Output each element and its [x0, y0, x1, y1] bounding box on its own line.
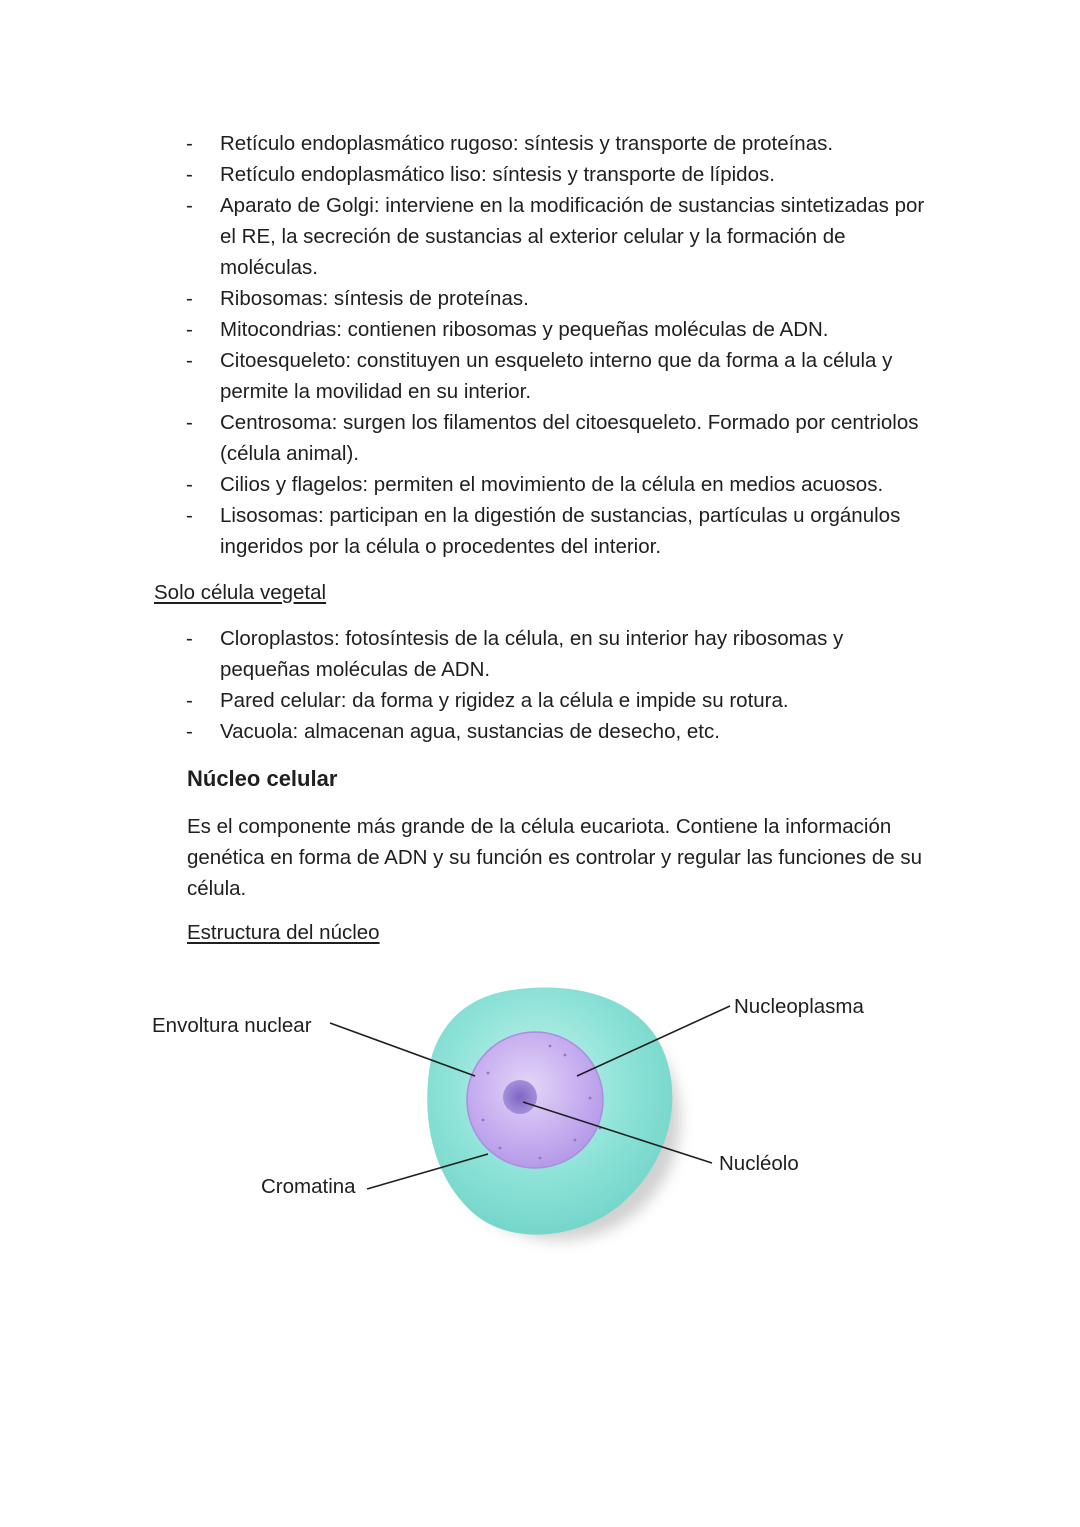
- plant-cell-heading: Solo célula vegetal: [154, 581, 327, 604]
- list-item: - Aparato de Golgi: interviene en la modificación de sustancias sintetizadas por el RE, la secreción de sustancias al exterior celular y la formación de moléculas.: [0, 190, 930, 283]
- organelle-list: [0, 128, 930, 562]
- list-item: - Retículo endoplasmático liso: síntesis y transporte de lípidos.: [0, 159, 930, 190]
- list-item: - Mitocondrias: contienen ribosomas y pequeñas moléculas de ADN.: [0, 314, 930, 345]
- nucleus-diagram: [0, 960, 1080, 1290]
- list-item: - Ribosomas: síntesis de proteínas.: [0, 283, 930, 314]
- list-item: - Retículo endoplasmático rugoso: síntesis y transporte de proteínas.: [0, 128, 930, 159]
- list-item: - Pared celular: da forma y rigidez a la célula e impide su rotura.: [0, 685, 930, 716]
- list-item: - Lisosomas: participan en la digestión de sustancias, partículas u orgánulos ingeridos por la célula o procedentes del interior.: [0, 500, 930, 562]
- nucleolus-label: Nucléolo: [719, 1152, 799, 1175]
- nucleus-title: Núcleo celular: [187, 766, 338, 791]
- envelope-label: Envoltura nuclear: [152, 1014, 312, 1037]
- nucleus-structure-heading: Estructura del núcleo: [187, 921, 380, 944]
- nucleoplasm-label: Nucleoplasma: [734, 995, 864, 1018]
- list-item: - Cloroplastos: fotosíntesis de la célula, en su interior hay ribosomas y pequeñas moléculas de ADN.: [0, 623, 930, 685]
- plant-organelle-list: [0, 623, 930, 747]
- nucleus-paragraph: Es el componente más grande de la célula eucariota. Contiene la información genética en forma de ADN y su función es controlar y regular las funciones de su célula.: [187, 815, 922, 900]
- list-item: - Citoesqueleto: constituyen un esqueleto interno que da forma a la célula y permite la movilidad en su interior.: [0, 345, 930, 407]
- nucleolus: [503, 1080, 537, 1114]
- chromatin-label: Cromatina: [261, 1175, 356, 1198]
- list-item: - Centrosoma: surgen los filamentos del citoesqueleto. Formado por centriolos (célula animal).: [0, 407, 930, 469]
- list-item: - Cilios y flagelos: permiten el movimiento de la célula en medios acuosos.: [0, 469, 930, 500]
- list-item: - Vacuola: almacenan agua, sustancias de desecho, etc.: [0, 716, 930, 747]
